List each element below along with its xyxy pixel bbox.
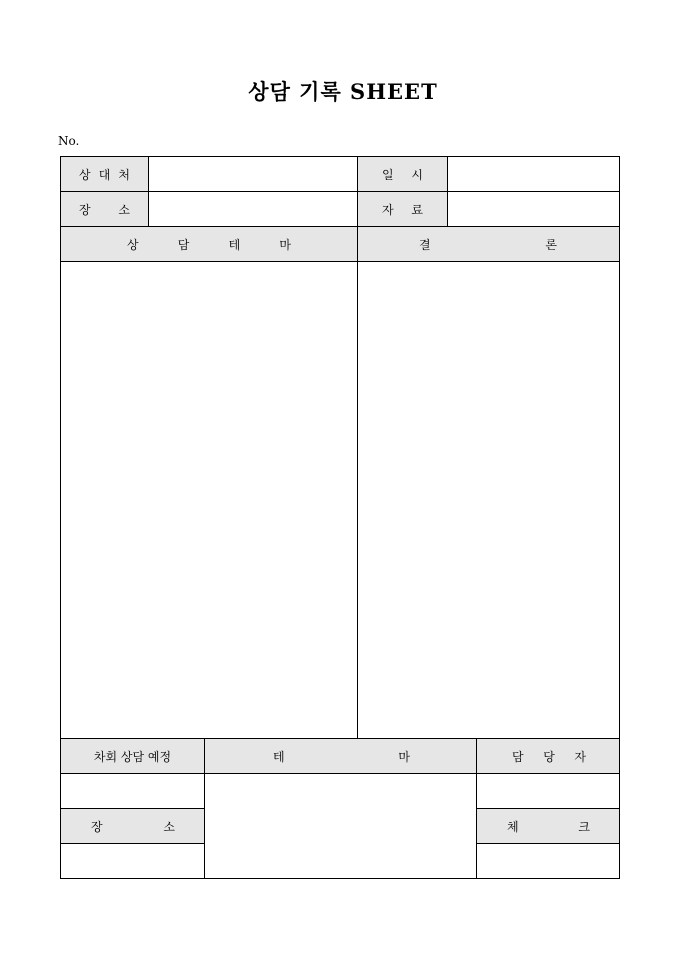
- person-in-charge-header: [476, 738, 620, 774]
- client-label-char: 대: [98, 167, 111, 182]
- material-label-char: 료: [411, 202, 423, 217]
- client-field[interactable]: [148, 156, 358, 192]
- conclusion-area[interactable]: [357, 261, 620, 739]
- datetime-label-char: 시: [411, 167, 423, 182]
- theme-header-char: 상: [127, 237, 139, 252]
- datetime-label-char: 일: [382, 167, 394, 182]
- next-theme-char: 테: [273, 749, 285, 764]
- check-label: [476, 808, 620, 844]
- person-header-char: 당: [543, 749, 555, 764]
- next-date-field[interactable]: [60, 773, 205, 809]
- next-consultation-label: [60, 738, 205, 774]
- next-consultation-text: 차회 상담 예정: [93, 749, 172, 764]
- person-in-charge-field[interactable]: [476, 773, 620, 809]
- consultation-theme-area[interactable]: [60, 261, 358, 739]
- document-number-label: No.: [58, 134, 80, 148]
- next-place-char: 소: [163, 819, 175, 834]
- next-theme-header: [204, 738, 477, 774]
- material-field[interactable]: [447, 191, 620, 227]
- client-label-char: 상: [79, 167, 91, 182]
- check-char: 크: [578, 819, 590, 834]
- check-field[interactable]: [476, 843, 620, 879]
- datetime-field[interactable]: [447, 156, 620, 192]
- material-label-char: 자: [382, 202, 394, 217]
- material-label-cell: [357, 191, 448, 227]
- place-label-char: 소: [118, 202, 130, 217]
- person-header-char: 담: [512, 749, 524, 764]
- place-label-char: 장: [79, 202, 91, 217]
- place-field[interactable]: [148, 191, 358, 227]
- next-place-label: [60, 808, 205, 844]
- check-char: 체: [507, 819, 519, 834]
- next-place-char: 장: [91, 819, 103, 834]
- page-title: 상담 기록 SHEET: [248, 79, 438, 104]
- consultation-form: [60, 156, 620, 879]
- client-label-cell: [60, 156, 149, 192]
- datetime-label-cell: [357, 156, 448, 192]
- next-theme-field[interactable]: [204, 773, 477, 879]
- theme-header-char: 테: [228, 237, 241, 252]
- conclusion-header: [357, 226, 620, 262]
- client-label-char: 처: [118, 167, 130, 182]
- conclusion-header-char: 결: [419, 237, 431, 252]
- consultation-theme-header: [60, 226, 358, 262]
- conclusion-header-char: 론: [545, 237, 557, 252]
- person-header-char: 자: [574, 749, 586, 764]
- theme-header-char: 담: [177, 237, 190, 252]
- place-label-cell: [60, 191, 149, 227]
- next-place-field[interactable]: [60, 843, 205, 879]
- next-theme-char: 마: [398, 749, 410, 764]
- theme-header-char: 마: [279, 237, 291, 252]
